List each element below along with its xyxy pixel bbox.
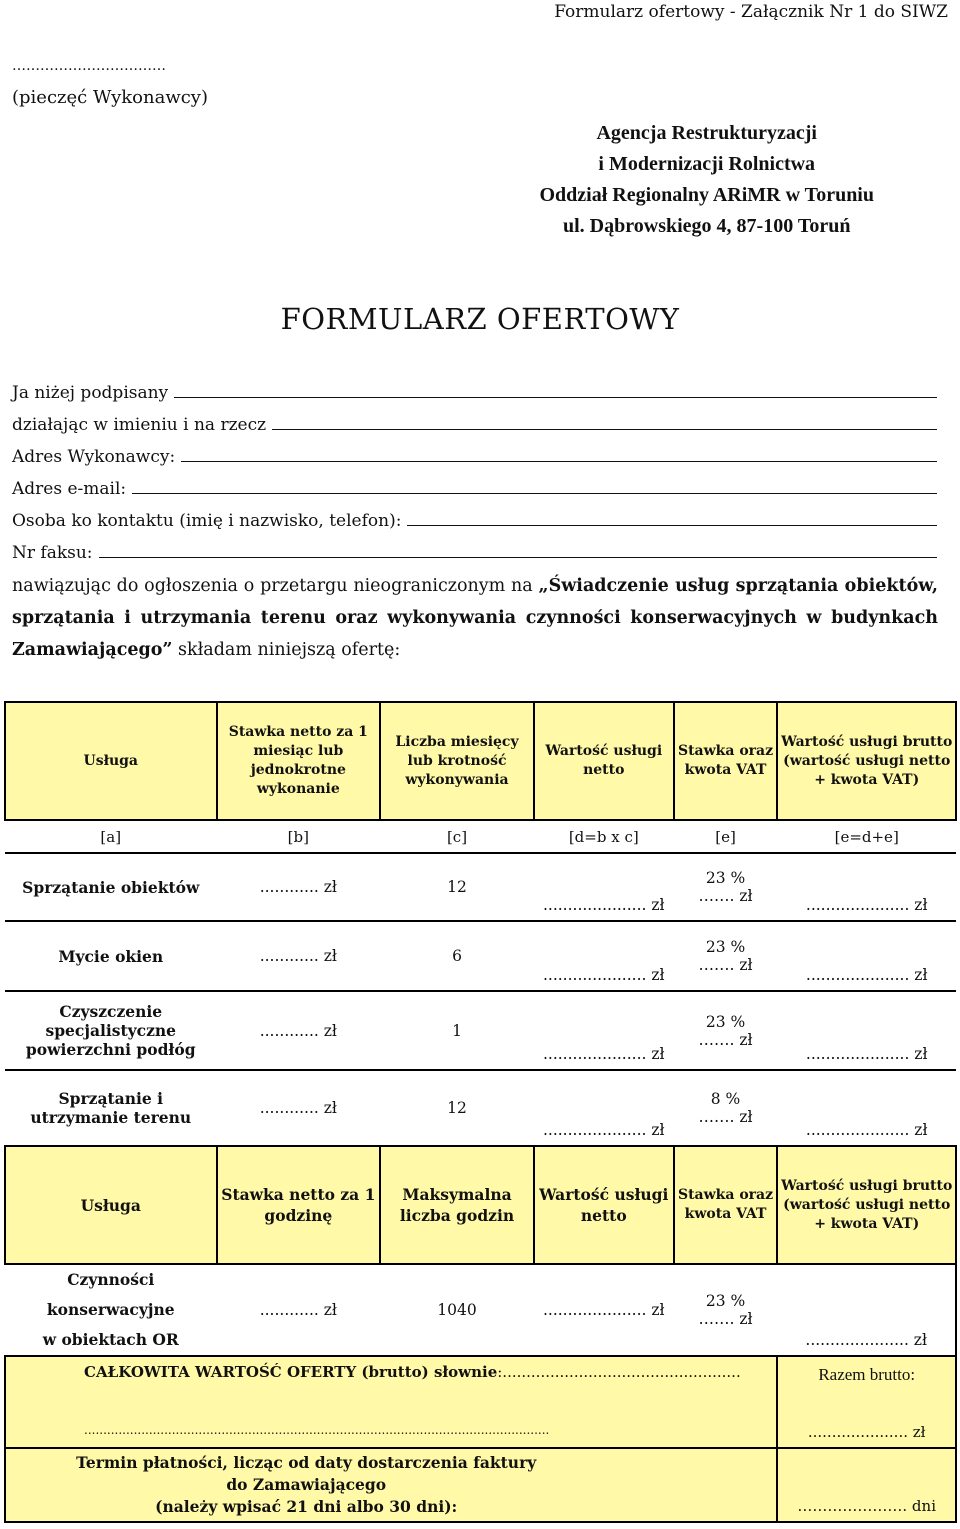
payment-days-cell[interactable]: …………………. dni [777,1448,956,1522]
intro-paragraph: nawiązując do ogłoszenia o przetargu nieograniczonym na „Świadczenie usług sprzątania obiektów, sprzątania i utrzymania terenu oraz wykonywania czynności konserwacyjnych w budynkach Zamawiającego” składam niniejszą ofertę: [12,576,938,660]
total-words-cell[interactable]: CAŁKOWITA WARTOŚĆ OFERTY (brutto) słownie:.................................................. .......................................................................................................................... [5,1356,777,1448]
gross-value-cell[interactable]: ..................... zł [777,921,956,991]
vat-cell[interactable]: 23 % ……. zł [674,853,778,921]
service-name: Czyszczenie specjalistyczne powierzchni podłóg [5,991,217,1070]
fill-line[interactable] [174,397,937,398]
col-letter: [e] [674,820,778,853]
col-letter: [a] [5,820,217,853]
col-header-service: Usługa [5,702,217,820]
net-rate-cell[interactable]: ............ zł [217,921,381,991]
payment-term-row [5,1448,956,1522]
col-header-vat: Stawka oraz kwota VAT [674,702,778,820]
vat-cell[interactable]: 23 % ……. zł [674,921,778,991]
field-label: Ja niżej podpisany [12,383,169,403]
field-label: działając w imieniu i na rzecz [12,415,267,435]
net-value-cell[interactable]: ..................... zł [534,1070,674,1146]
col-letter: [b] [217,820,381,853]
gross-value-cell[interactable]: ..................... zł [777,1070,956,1146]
net-rate-cell[interactable]: ............ zł [217,1070,381,1146]
net-value-cell[interactable]: ..................... zł [534,991,674,1070]
col-header-service: Usługa [5,1146,217,1264]
table-row [5,991,956,1070]
total-words-line[interactable]: .......................................................................................................................... [84,1423,550,1437]
table-row [5,921,956,991]
payment-term-cell: Termin płatności, licząc od daty dostarczenia faktury do Zamawiającego (należy wpisać 21 dni albo 30 dni): [5,1448,777,1522]
recipient-line-1: Agencja Restrukturyzacji [596,122,817,144]
count-cell: 6 [380,921,534,991]
max-hours-cell: 1040 [380,1264,534,1356]
total-words-label: CAŁKOWITA WARTOŚĆ OFERTY (brutto) słownie [84,1363,498,1381]
col-letter: [e=d+e] [777,820,956,853]
total-gross-cell[interactable] [777,1356,956,1448]
count-cell: 1 [380,991,534,1070]
service-name: Czynności konserwacyjne w obiektach OR [5,1264,217,1356]
col-header-hourly-rate: Stawka netto za 1 godzinę [217,1146,381,1264]
vat-cell[interactable]: 23 % ……. zł [674,1264,778,1356]
recipient-line-2: i Modernizacji Rolnictwa [598,153,816,175]
field-label: Adres Wykonawcy: [12,447,176,467]
recipient-line-4: ul. Dąbrowskiego 4, 87-100 Toruń [562,215,851,237]
col-letter: [c] [380,820,534,853]
field-label: Adres e-mail: [12,479,127,499]
net-value-cell[interactable]: ..................... zł [534,921,674,991]
count-cell: 12 [380,853,534,921]
fill-line[interactable] [132,493,937,494]
table-row [5,1070,956,1146]
gross-value-cell[interactable]: ..................... zł [777,991,956,1070]
recipient-address [539,118,874,242]
contractor-stamp-label: (pieczęć Wykonawcy) [12,87,208,108]
hourly-rate-cell[interactable]: ............ zł [217,1264,381,1356]
service-name: Sprzątanie obiektów [5,853,217,921]
page-title: FORMULARZ OFERTOWY [280,302,680,336]
fill-line[interactable] [272,429,937,430]
col-header-net-value: Wartość usługi netto [534,702,674,820]
net-rate-cell[interactable]: ............ zł [217,853,381,921]
net-value-cell[interactable]: ..................... zł [534,1264,674,1356]
service-name: Sprzątanie i utrzymanie terenu [5,1070,217,1146]
net-rate-cell[interactable]: ............ zł [217,991,381,1070]
field-fax[interactable] [12,533,937,563]
stamp-dots: …………………………… [12,58,166,74]
field-contractor-address[interactable] [12,437,937,467]
total-words-row [5,1356,956,1448]
offer-table [4,701,957,1523]
vat-cell[interactable]: 23 % ……. zł [674,991,778,1070]
col-header-max-hours: Maksymalna liczba godzin [380,1146,534,1264]
recipient-line-3: Oddział Regionalny ARiMR w Toruniu [539,184,874,206]
col-header-count: Liczba miesięcy lub krotność wykonywania [380,702,534,820]
table-row [5,853,956,921]
count-cell: 12 [380,1070,534,1146]
field-label: Nr faksu: [12,543,93,563]
column-letters-row [5,820,956,853]
field-label: Osoba ko kontaktu (imię i nazwisko, telefon): [12,511,402,531]
field-email[interactable] [12,469,937,499]
field-signatory[interactable] [12,373,937,403]
table-header-row [5,702,956,820]
vat-cell[interactable]: 8 % ……. zł [674,1070,778,1146]
col-header-net-rate: Stawka netto za 1 miesiąc lub jednokrotne wykonanie [217,702,381,820]
field-contact-person[interactable] [12,501,937,531]
fill-line[interactable] [407,525,937,526]
col-header-vat: Stawka oraz kwota VAT [674,1146,778,1264]
fill-line[interactable] [181,461,937,462]
document-reference: Formularz ofertowy - Załącznik Nr 1 do SIWZ [554,2,948,22]
col-header-gross: Wartość usługi brutto (wartość usługi netto + kwota VAT) [777,1146,956,1264]
table-row [5,1264,956,1356]
fill-line[interactable] [99,557,937,558]
col-header-gross: Wartość usługi brutto (wartość usługi netto + kwota VAT) [777,702,956,820]
net-value-cell[interactable]: ..................... zł [534,853,674,921]
tender-name: „Świadczenie usług sprzątania obiektów, sprzątania i utrzymania terenu oraz wykonywania czynności konserwacyjnych w budynkach Zamawiającego” [12,576,938,660]
col-header-net-value: Wartość usługi netto [534,1146,674,1264]
table-header-row-2 [5,1146,956,1264]
col-letter: [d=b x c] [534,820,674,853]
total-gross-value[interactable]: ..................... zł [807,1423,926,1441]
field-on-behalf-of[interactable] [12,405,937,435]
gross-value-cell[interactable]: ..................... zł [777,1264,956,1356]
gross-value-cell[interactable]: ..................... zł [777,853,956,921]
total-gross-label: Razem brutto: [818,1365,916,1384]
service-name: Mycie okien [5,921,217,991]
